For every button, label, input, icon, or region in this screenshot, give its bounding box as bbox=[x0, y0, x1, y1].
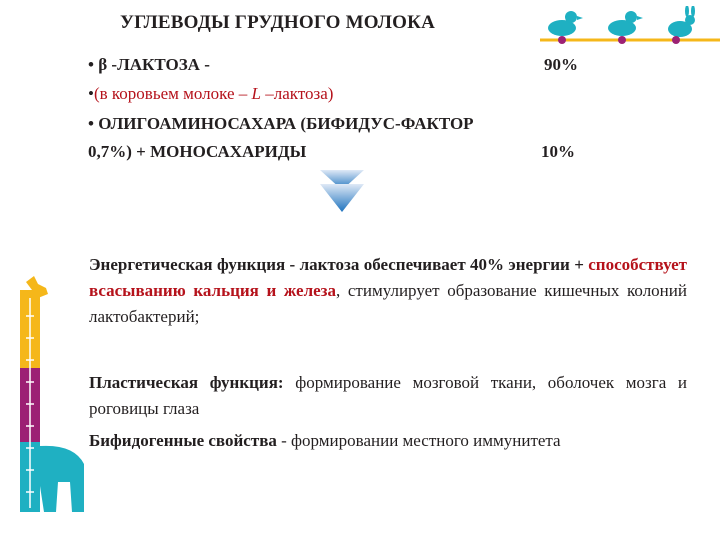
beta-symbol: β bbox=[98, 55, 108, 74]
calcium-iron-highlight: способствует всасыванию кальция и железа bbox=[89, 255, 687, 300]
toy-animals-decoration bbox=[540, 6, 720, 50]
bullet-text: -ЛАКТОЗА - bbox=[107, 55, 210, 74]
downward-arrow-icon bbox=[318, 170, 366, 212]
slide-title: УГЛЕВОДЫ ГРУДНОГО МОЛОКА bbox=[120, 12, 435, 33]
bullet-value-90: 90% bbox=[544, 55, 578, 74]
energy-function-paragraph: Энергетическая функция - лактоза обеспечивает 40% энергии + способствует всасыванию кальция и железа, стимулирует образование кишечных колоний лактобактерий; bbox=[89, 255, 687, 326]
bullet-value-10: 10% bbox=[541, 142, 575, 161]
bullet-oligosaccharides: • ОЛИГОАМИНОСАХАРА (БИФИДУС-ФАКТОР bbox=[88, 114, 474, 133]
rabbit-icon bbox=[668, 6, 695, 44]
bifidogenic-paragraph: Бифидогенные свойства - формировании местного иммунитета bbox=[89, 431, 561, 450]
bullet-monosaccharides: 0,7%) + МОНОСАХАРИДЫ bbox=[88, 142, 307, 161]
bullet-cow-milk: •(в коровьем молоке – L –лактоза) bbox=[88, 84, 334, 103]
giraffe-icon bbox=[0, 276, 96, 520]
plastic-function-paragraph: Пластическая функция: формирование мозговой ткани, оболочек мозга и роговицы глаза bbox=[89, 373, 687, 418]
bullet-beta-lactose: • β -ЛАКТОЗА - bbox=[88, 55, 210, 74]
